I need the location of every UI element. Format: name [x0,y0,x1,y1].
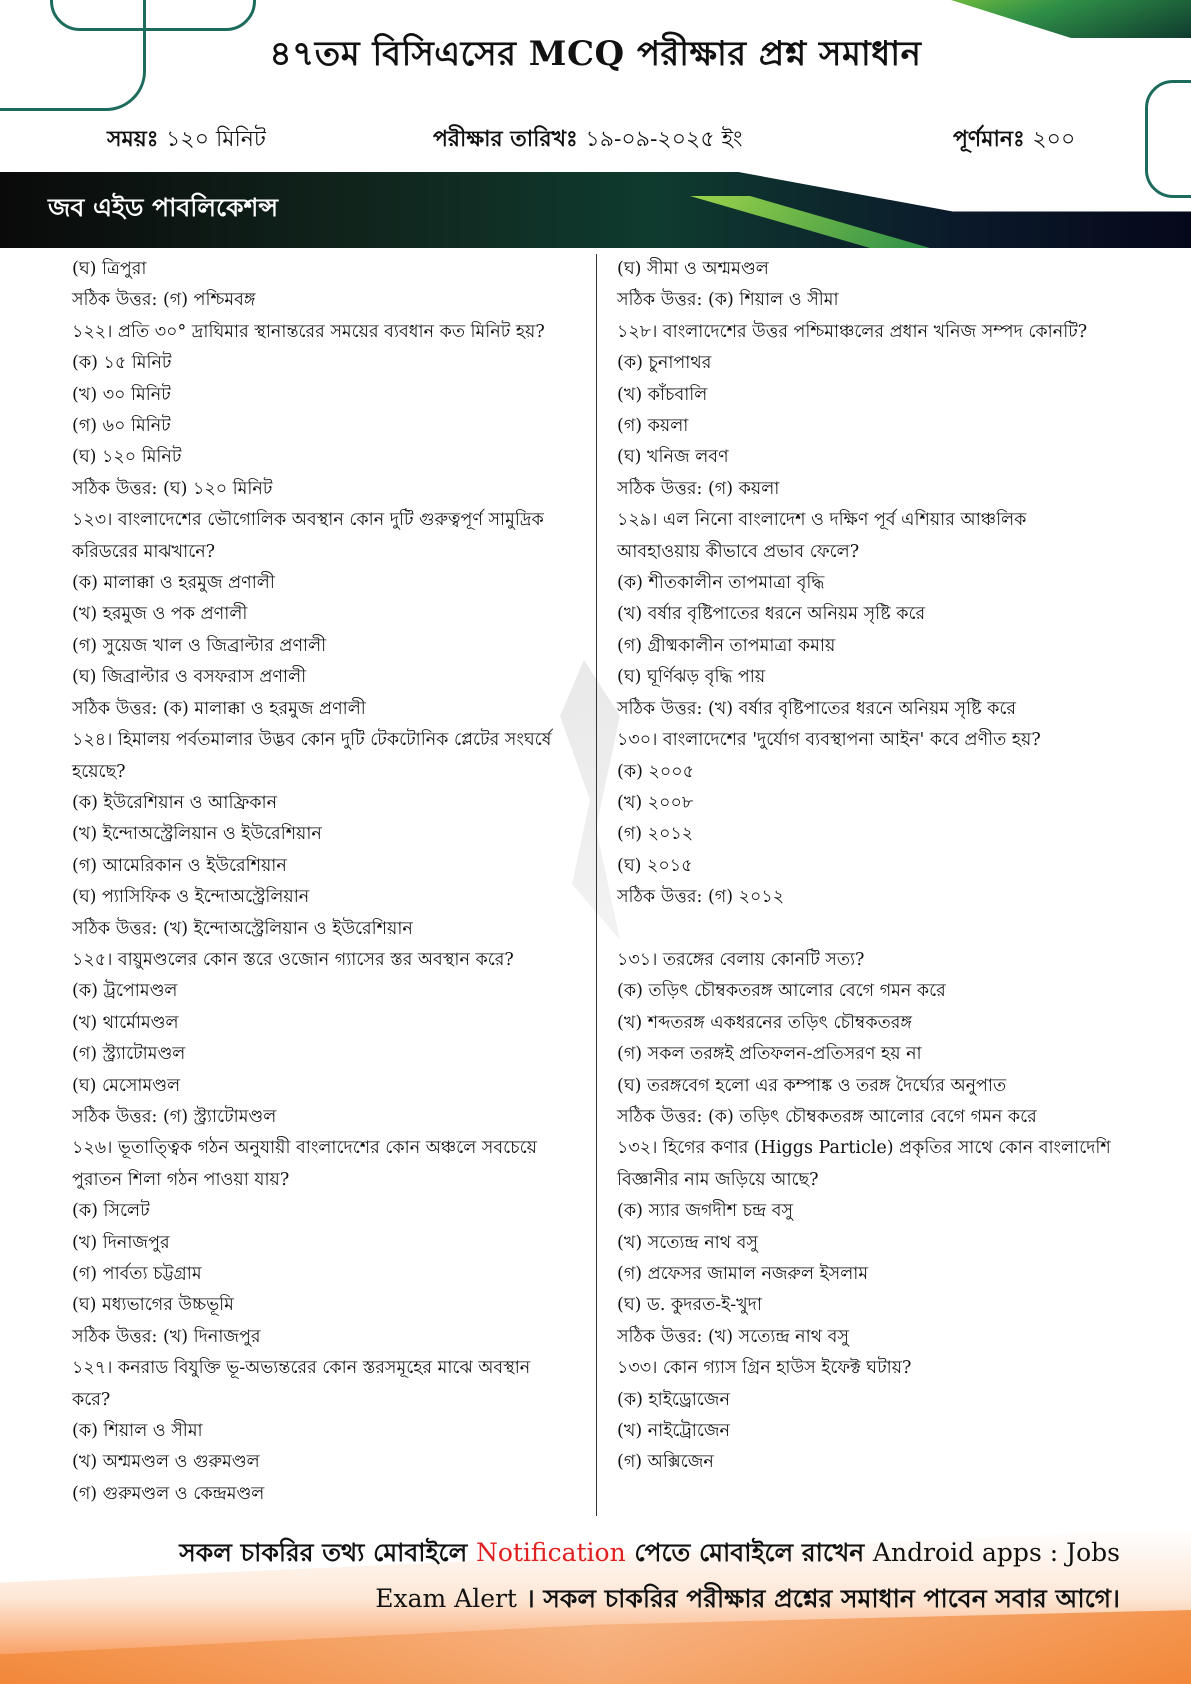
question-line: (খ) সত্যেন্দ্র নাথ বসু [617,1232,758,1253]
question-line: (ক) ট্রপোমণ্ডল [72,981,178,1002]
question-line: (ক) হাইড্রোজেন [617,1389,730,1410]
answer-line: সঠিক উত্তর: (ক) তড়িৎ চৌম্বকতরঙ্গ আলোর বেগে গমন করে [617,1106,1037,1127]
question-line: (ক) চুনাপাথর [617,353,712,374]
question-line: (ক) স্যার জগদীশ চন্দ্র বসু [617,1201,794,1222]
footer-app-name: Android apps : Jobs Exam Alert [375,1538,1120,1613]
question-line: (ঘ) জিব্রাল্টার ও বসফরাস প্রণালী [72,667,307,688]
question-line: (গ) প্রফেসর জামাল নজরুল ইসলাম [617,1263,869,1284]
question-line: (গ) পার্বত্য চট্টগ্রাম [72,1264,202,1284]
answer-line: সঠিক উত্তর: (ক) মালাক্কা ও হরমুজ প্রণালী [72,698,366,719]
question-line: ১২৪। হিমালয় পর্বতমালার উদ্ভব কোন দুটি টেকটোনিক প্লেটের সংঘর্ষে [72,730,552,751]
question-line: (গ) সুয়েজ খাল ও জিব্রাল্টার প্রণালী [72,635,327,656]
question-line: (ঘ) ত্রিপুরা [72,259,147,279]
question-line: করিডরের মাঝখানে? [72,541,216,562]
column-divider [596,254,597,1516]
footer-text-2: পেতে মোবাইলে রাখেন [625,1538,873,1567]
exam-date-value: ১৯-০৯-২০২৫ ইং [585,127,743,152]
answer-line: সঠিক উত্তর: (ঘ) ১২০ মিনিট [72,478,273,499]
footer-text-3: । সকল চাকরির পরীক্ষার প্রশ্নের সমাধান পাবেন সবার আগে। [516,1584,1120,1613]
publisher-name: জব এইড পাবলিকেশন্স [48,193,279,222]
question-line: ১২৮। বাংলাদেশের উত্তর পশ্চিমাঞ্চলের প্রধান খনিজ সম্পদ কোনটি? [617,321,1088,342]
question-line: (খ) নাইট্রোজেন [617,1421,730,1442]
question-line: (গ) ৬০ মিনিট [72,416,171,437]
question-line: (ক) শিয়াল ও সীমা [72,1421,203,1442]
question-line: ১২৬। ভূতাত্ত্বিক গঠন অনুযায়ী বাংলাদেশের কোন অঞ্চলে সবচেয়ে [72,1138,537,1159]
question-line: (খ) ৩০ মিনিট [72,384,171,405]
question-line: (গ) কয়লা [617,416,689,437]
question-line: (ঘ) ২০১৫ [617,855,693,876]
question-line: (খ) শব্দতরঙ্গ একধরনের তড়িৎ চৌম্বকতরঙ্গ [617,1012,912,1033]
question-line: (ঘ) প্যাসিফিক ও ইন্দোঅস্ট্রেলিয়ান [72,887,310,908]
question-line: (খ) হরমুজ ও পক প্রণালী [72,604,248,625]
question-line: ১২২। প্রতি ৩০° দ্রাঘিমার স্থানান্তরের সময়ের ব্যবধান কত মিনিট হয়? [72,321,545,342]
question-line: (ঘ) মধ্যভাগের উচ্চভূমি [72,1295,234,1316]
question-line: ১২৫। বায়ুমণ্ডলের কোন স্তরে ওজোন গ্যাসের স্তর অবস্থান করে? [72,949,514,970]
question-line: (ক) মালাক্কা ও হরমুজ প্রণালী [72,573,275,594]
question-line: (ঘ) মেসোমণ্ডল [72,1075,181,1096]
question-line: (খ) থার্মোমণ্ডল [72,1012,179,1033]
question-line: (ঘ) সীমা ও অশ্মমণ্ডল [617,259,769,279]
question-line: (ঘ) তরঙ্গবেগ হলো এর কম্পাঙ্ক ও তরঙ্গ দৈর্ঘ্যের অনুপাত [617,1075,1007,1096]
question-line: (ঘ) খনিজ লবণ [617,447,729,468]
question-line: (গ) ২০১২ [617,824,694,845]
exam-date-label: পরীক্ষার তারিখঃ [433,126,578,152]
question-line: (খ) ইন্দোঅস্ট্রেলিয়ান ও ইউরেশিয়ান [72,824,322,845]
question-line: ১৩২। হিগের কণার (Higgs Particle) প্রকৃতির সাথে কোন বাংলাদেশি [617,1138,1111,1159]
footer-text-1: সকল চাকরির তথ্য মোবাইলে [179,1538,476,1567]
answer-line: সঠিক উত্তর: (ক) শিয়াল ও সীমা [617,290,839,311]
blank-line [617,914,1122,945]
question-line: বিজ্ঞানীর নাম জড়িয়ে আছে? [617,1169,819,1190]
question-line: (ক) ইউরেশিয়ান ও আফ্রিকান [72,792,278,813]
exam-date [433,122,743,159]
left-column [72,254,582,1510]
question-line: ১৩১। তরঙ্গের বেলায় কোনটি সত্য? [617,949,865,970]
question-line: ১২৩। বাংলাদেশের ভৌগোলিক অবস্থান কোন দুটি গুরুত্বপূর্ণ সামুদ্রিক [72,510,544,531]
question-line: (গ) স্ট্র্যাটোমণ্ডল [72,1044,186,1065]
answer-line: সঠিক উত্তর: (খ) বর্ষার বৃষ্টিপাতের ধরনে অনিয়ম সৃষ্টি করে [617,698,1017,719]
answer-line: সঠিক উত্তর: (গ) পশ্চিমবঙ্গ [72,290,256,311]
question-line: (ঘ) ঘূর্ণিঝড় বৃদ্ধি পায় [617,667,766,688]
question-line: হয়েছে? [72,761,126,782]
question-line: (গ) আমেরিকান ও ইউরেশিয়ান [72,855,287,876]
question-line: (খ) কাঁচবালি [617,384,708,405]
exam-marks [953,122,1075,159]
question-line: ১৩৩। কোন গ্যাস গ্রিন হাউস ইফেক্ট ঘটায়? [617,1358,912,1379]
question-line: (খ) ২০০৮ [617,792,694,813]
exam-time-label: সময়ঃ [107,126,159,152]
exam-meta-row [0,122,1191,158]
question-line: করে? [72,1389,111,1410]
question-line: (ঘ) ১২০ মিনিট [72,447,182,468]
question-line: (ক) ১৫ মিনিট [72,353,172,374]
exam-time [107,122,266,159]
corner-decoration-left-top [50,0,256,31]
question-line: পুরাতন শিলা গঠন পাওয়া যায়? [72,1169,290,1190]
question-line: (খ) বর্ষার বৃষ্টিপাতের ধরনে অনিয়ম সৃষ্টি করে [617,604,926,625]
question-line: (ঘ) ড. কুদরত-ই-খুদা [617,1295,762,1316]
answer-line: সঠিক উত্তর: (খ) ইন্দোঅস্ট্রেলিয়ান ও ইউরেশিয়ান [72,918,413,939]
question-line: (ক) তড়িৎ চৌম্বকতরঙ্গ আলোর বেগে গমন করে [617,981,946,1002]
question-line: আবহাওয়ায় কীভাবে প্রভাব ফেলে? [617,541,860,562]
exam-time-value: ১২০ মিনিট [166,127,266,152]
question-line: (খ) অশ্মমণ্ডল ও গুরুমণ্ডল [72,1452,260,1473]
question-line: (খ) দিনাজপুর [72,1232,170,1253]
answer-line: সঠিক উত্তর: (খ) দিনাজপুর [72,1326,261,1347]
question-line: ১২৭। কনরাড বিযুক্তি ভূ-অভ্যন্তরের কোন স্তরসমূহের মাঝে অবস্থান [72,1358,531,1379]
question-line: (ক) ২০০৫ [617,761,694,782]
exam-marks-value: ২০০ [1032,127,1076,152]
answer-line: সঠিক উত্তর: (গ) কয়লা [617,478,780,499]
question-line: ১৩০। বাংলাদেশের 'দুর্যোগ ব্যবস্থাপনা আইন' কবে প্রণীত হয়? [617,730,1041,751]
answer-line: সঠিক উত্তর: (খ) সত্যেন্দ্র নাথ বসু [617,1326,849,1347]
page-title: ৪৭তম বিসিএসের MCQ পরীক্ষার প্রশ্ন সমাধান [269,34,922,74]
question-line: (গ) সকল তরঙ্গই প্রতিফলন-প্রতিসরণ হয় না [617,1044,922,1065]
exam-marks-label: পূর্ণমানঃ [953,126,1025,152]
question-line: (গ) অক্সিজেন [617,1452,714,1473]
question-line: (গ) গুরুমণ্ডল ও কেন্দ্রমণ্ডল [72,1483,265,1504]
footer-notification: Notification [475,1538,626,1567]
answer-line: সঠিক উত্তর: (গ) ২০১২ [617,887,785,908]
question-line: (ক) শীতকালীন তাপমাত্রা বৃদ্ধি [617,573,825,594]
right-column [617,254,1122,1479]
question-line: ১২৯। এল নিনো বাংলাদেশ ও দক্ষিণ পূর্ব এশিয়ার আঞ্চলিক [617,510,1027,531]
question-line: (ক) সিলেট [72,1201,150,1222]
footer-promo [110,1530,1120,1622]
question-line: (গ) গ্রীষ্মকালীন তাপমাত্রা কমায় [617,635,836,656]
answer-line: সঠিক উত্তর: (গ) স্ট্র্যাটোমণ্ডল [72,1106,277,1127]
